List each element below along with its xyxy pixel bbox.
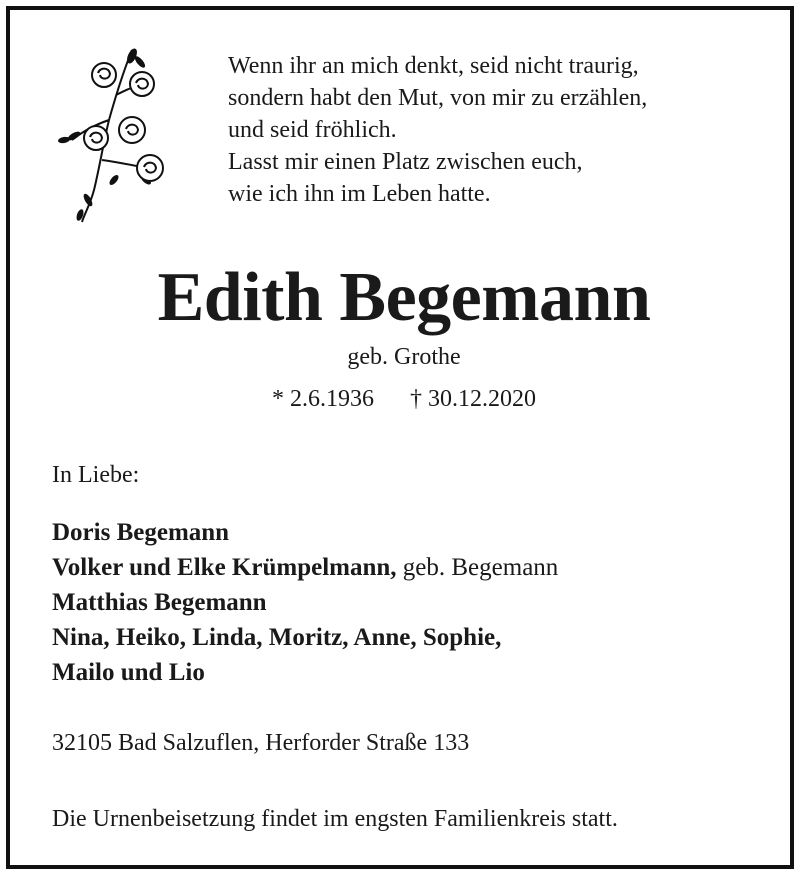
poem-line: wie ich ihn im Leben hatte. [228, 181, 491, 207]
address: 32105 Bad Salzuflen, Herforder Straße 133 [52, 730, 470, 756]
poem-line: Lasst mir einen Platz zwischen euch, [228, 149, 583, 175]
mourner-line: Matthias Begemann [52, 589, 267, 616]
mourner-line: Nina, Heiko, Linda, Moritz, Anne, Sophie, [52, 624, 502, 651]
maiden-name: geb. Grothe [347, 344, 461, 370]
poem-line: und seid fröhlich. [228, 117, 397, 143]
roses-branch-icon [54, 40, 174, 225]
poem-line: sondern habt den Mut, von mir zu erzählen, [228, 85, 648, 111]
poem-line: Wenn ihr an mich denkt, seid nicht traurig, [228, 53, 639, 79]
death-date: † 30.12.2020 [410, 386, 536, 412]
burial-note: Die Urnenbeisetzung findet im engsten Familienkreis statt. [52, 806, 618, 832]
deceased-name: Edith Begemann [157, 259, 651, 336]
poem [228, 50, 647, 210]
life-dates [10, 384, 798, 414]
birth-date: * 2.6.1936 [272, 386, 374, 412]
obituary-frame [6, 6, 794, 869]
mourner-line: Mailo und Lio [52, 659, 205, 686]
mourners-list [52, 515, 558, 690]
mourner-maiden-note: geb. Begemann [396, 554, 559, 581]
mourner-names: Volker und Elke Krümpelmann, [52, 554, 397, 581]
mourners-intro: In Liebe: [52, 462, 140, 488]
mourner-line: Doris Begemann [52, 519, 230, 546]
mourner-line [52, 550, 558, 585]
